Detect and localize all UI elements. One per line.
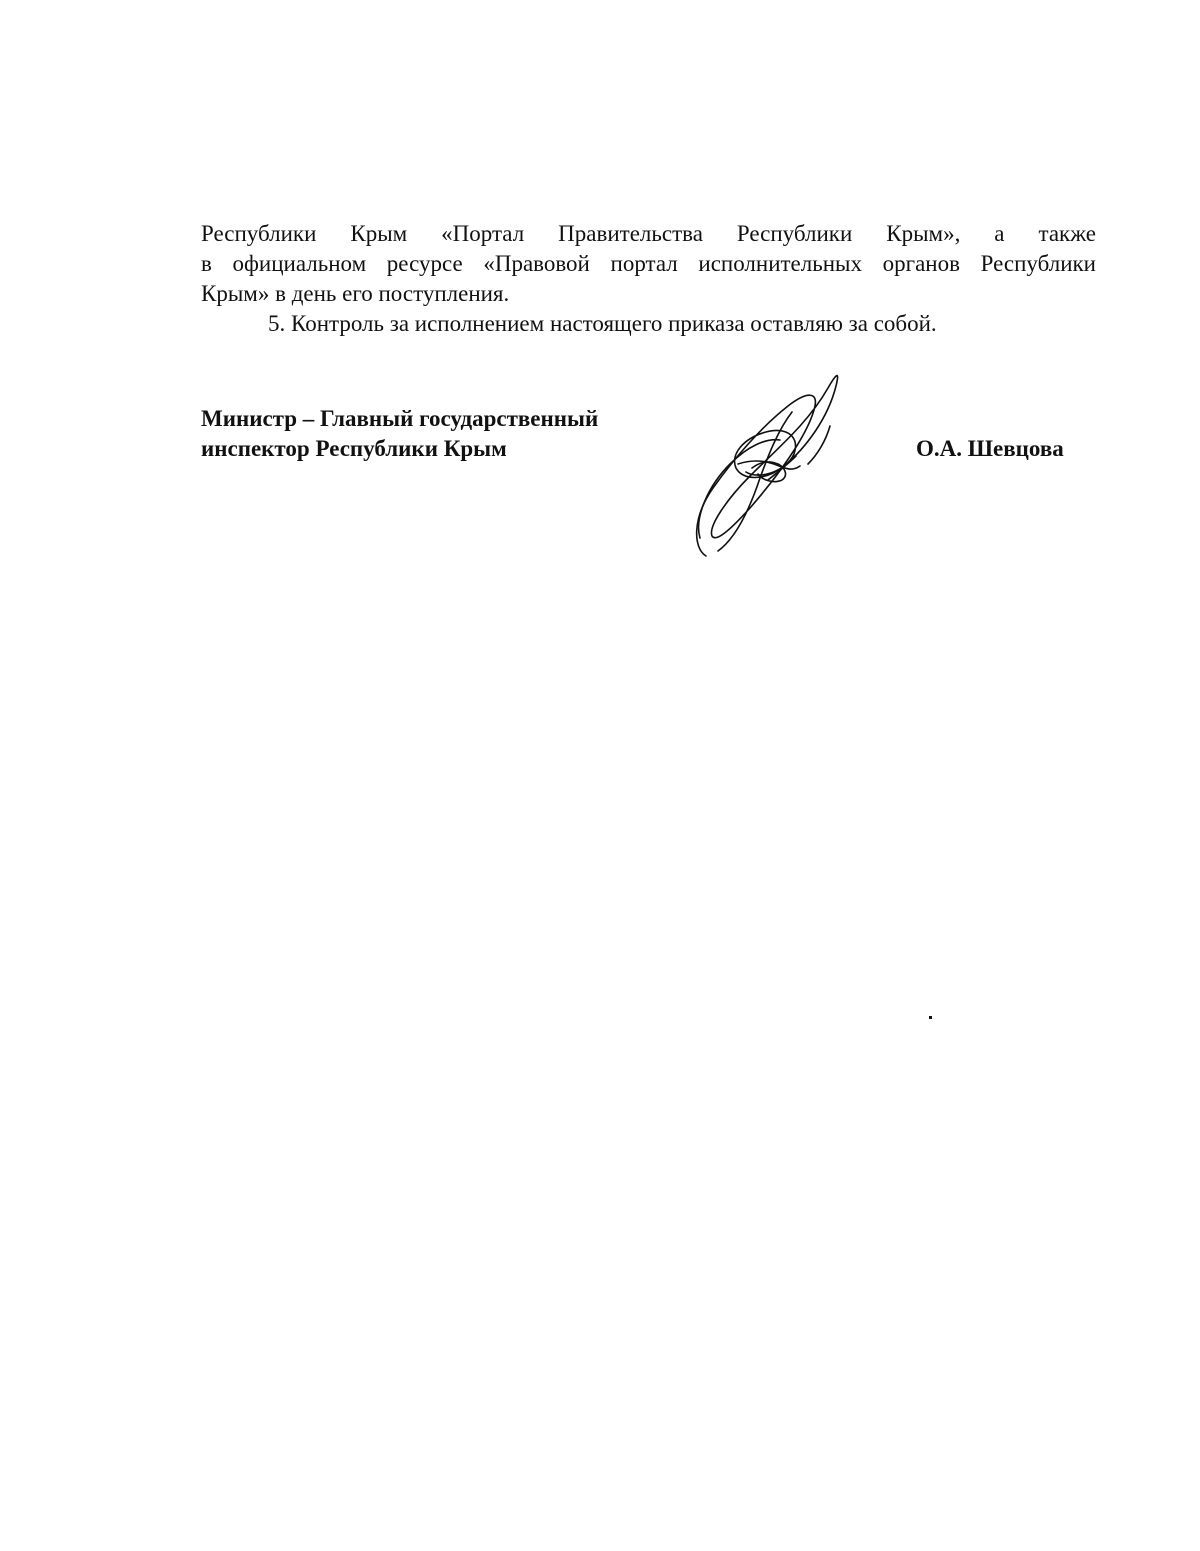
document-body: [201, 219, 1096, 339]
signer-name: О.А. Шевцова: [916, 436, 1064, 461]
position-line: инспектор Республики Крым: [201, 436, 507, 461]
paragraph-line: Крым» в день его поступления.: [201, 281, 510, 306]
paragraph-line: в официальном ресурсе «Правовой портал исполнительных органов Республики: [201, 251, 1096, 276]
scan-artifact-dot: [929, 1016, 932, 1019]
paragraph-continuation: [201, 219, 1096, 309]
position-line: Министр – Главный государственный: [201, 406, 599, 431]
paragraph-5: 5. Контроль за исполнением настоящего приказа оставляю за собой.: [268, 311, 937, 336]
handwritten-signature: [688, 368, 853, 563]
signatory-position: [201, 404, 598, 464]
paragraph-line: Республики Крым «Портал Правительства Республики Крым», а также: [201, 221, 1096, 246]
